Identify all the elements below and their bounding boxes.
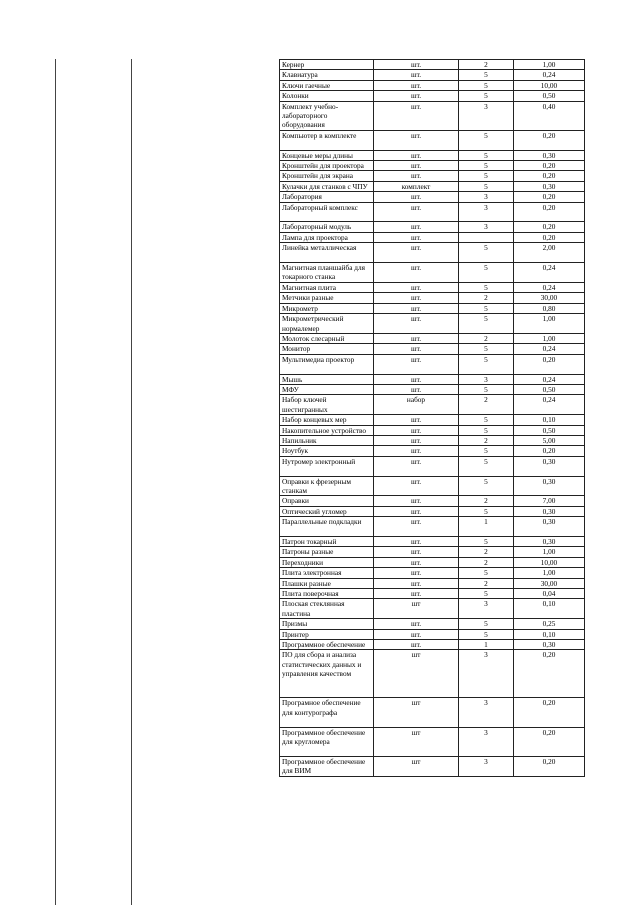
item-name-cell: Лабораторный модуль bbox=[280, 222, 374, 232]
value-cell: 0,80 bbox=[514, 303, 585, 313]
unit-cell: шт. bbox=[374, 374, 459, 384]
unit-cell: шт. bbox=[374, 130, 459, 150]
table-row bbox=[280, 698, 585, 727]
unit-cell: шт. bbox=[374, 314, 459, 334]
quantity-cell: 5 bbox=[459, 506, 514, 516]
quantity-cell: 5 bbox=[459, 415, 514, 425]
quantity-cell: 2 bbox=[459, 557, 514, 567]
unit-cell: шт. bbox=[374, 415, 459, 425]
table-row bbox=[280, 374, 585, 384]
item-name-cell: Мультимедиа проектор bbox=[280, 354, 374, 374]
value-cell: 0,20 bbox=[514, 727, 585, 756]
table-row bbox=[280, 589, 585, 599]
unit-cell: шт. bbox=[374, 446, 459, 456]
unit-cell: шт. bbox=[374, 91, 459, 101]
table-row bbox=[280, 425, 585, 435]
unit-cell: шт. bbox=[374, 547, 459, 557]
item-name-cell: Набор концевых мер bbox=[280, 415, 374, 425]
value-cell: 0,24 bbox=[514, 395, 585, 415]
value-cell: 0,20 bbox=[514, 354, 585, 374]
unit-cell: шт. bbox=[374, 263, 459, 283]
value-cell: 0,24 bbox=[514, 344, 585, 354]
table-row bbox=[280, 650, 585, 698]
unit-cell: шт. bbox=[374, 232, 459, 242]
quantity-cell: 3 bbox=[459, 222, 514, 232]
quantity-cell: 5 bbox=[459, 161, 514, 171]
table-row bbox=[280, 446, 585, 456]
table-row bbox=[280, 568, 585, 578]
unit-cell: шт. bbox=[374, 171, 459, 181]
table-row bbox=[280, 171, 585, 181]
quantity-cell: 3 bbox=[459, 101, 514, 130]
item-name-cell: Микрометрический нормалемер bbox=[280, 314, 374, 334]
value-cell: 0,20 bbox=[514, 232, 585, 242]
item-name-cell: Колонки bbox=[280, 91, 374, 101]
table-row bbox=[280, 314, 585, 334]
quantity-cell: 1 bbox=[459, 517, 514, 537]
unit-cell: шт bbox=[374, 650, 459, 698]
table-row bbox=[280, 80, 585, 90]
table-row bbox=[280, 384, 585, 394]
value-cell: 0,30 bbox=[514, 537, 585, 547]
item-name-cell: Плашки разные bbox=[280, 578, 374, 588]
quantity-cell: 5 bbox=[459, 354, 514, 374]
value-cell: 0,20 bbox=[514, 202, 585, 222]
quantity-cell: 5 bbox=[459, 130, 514, 150]
equipment-table bbox=[279, 59, 585, 777]
quantity-cell: 5 bbox=[459, 314, 514, 334]
value-cell: 1,00 bbox=[514, 60, 585, 70]
quantity-cell: 5 bbox=[459, 150, 514, 160]
value-cell: 0,40 bbox=[514, 101, 585, 130]
quantity-cell: 5 bbox=[459, 425, 514, 435]
quantity-cell: 2 bbox=[459, 60, 514, 70]
quantity-cell: 5 bbox=[459, 619, 514, 629]
item-name-cell: Ключи гаечные bbox=[280, 80, 374, 90]
quantity-cell: 3 bbox=[459, 192, 514, 202]
item-name-cell: Оправки bbox=[280, 496, 374, 506]
value-cell: 10,00 bbox=[514, 80, 585, 90]
table-row bbox=[280, 303, 585, 313]
inner-column-border bbox=[131, 59, 132, 905]
unit-cell: шт. bbox=[374, 202, 459, 222]
unit-cell: шт. bbox=[374, 80, 459, 90]
table-row bbox=[280, 496, 585, 506]
table-row bbox=[280, 60, 585, 70]
equipment-table-body bbox=[280, 60, 585, 777]
table-row bbox=[280, 232, 585, 242]
quantity-cell: 5 bbox=[459, 629, 514, 639]
table-row bbox=[280, 150, 585, 160]
table-row bbox=[280, 727, 585, 756]
left-column-border bbox=[55, 59, 56, 905]
table-row bbox=[280, 202, 585, 222]
table-row bbox=[280, 243, 585, 263]
item-name-cell: ПО для сбора и анализа статистических данных и управления качеством bbox=[280, 650, 374, 698]
item-name-cell: Линейка металлическая bbox=[280, 243, 374, 263]
value-cell: 0,30 bbox=[514, 476, 585, 496]
value-cell: 0,50 bbox=[514, 91, 585, 101]
unit-cell: шт. bbox=[374, 161, 459, 171]
item-name-cell: Программное обеспечение для кругломера bbox=[280, 727, 374, 756]
item-name-cell: Призмы bbox=[280, 619, 374, 629]
item-name-cell: Плита электронная bbox=[280, 568, 374, 578]
value-cell: 0,20 bbox=[514, 171, 585, 181]
quantity-cell: 5 bbox=[459, 303, 514, 313]
item-name-cell: Нутромер электронный bbox=[280, 456, 374, 476]
unit-cell: шт. bbox=[374, 243, 459, 263]
value-cell: 0,30 bbox=[514, 640, 585, 650]
quantity-cell: 3 bbox=[459, 374, 514, 384]
table-row bbox=[280, 130, 585, 150]
item-name-cell: Плоская стеклянная пластина bbox=[280, 599, 374, 619]
unit-cell: шт. bbox=[374, 537, 459, 547]
unit-cell: шт bbox=[374, 756, 459, 776]
unit-cell: шт. bbox=[374, 506, 459, 516]
item-name-cell: Патрон токарный bbox=[280, 537, 374, 547]
quantity-cell bbox=[459, 232, 514, 242]
table-row bbox=[280, 263, 585, 283]
item-name-cell: Монитор bbox=[280, 344, 374, 354]
table-row bbox=[280, 578, 585, 588]
value-cell: 1,00 bbox=[514, 568, 585, 578]
table-row bbox=[280, 395, 585, 415]
unit-cell: шт. bbox=[374, 629, 459, 639]
item-name-cell: Мышь bbox=[280, 374, 374, 384]
item-name-cell: Кронштейн для экрана bbox=[280, 171, 374, 181]
quantity-cell: 2 bbox=[459, 496, 514, 506]
value-cell: 0,30 bbox=[514, 517, 585, 537]
item-name-cell: Плита поверочная bbox=[280, 589, 374, 599]
table-row bbox=[280, 282, 585, 292]
table-row bbox=[280, 222, 585, 232]
table-row bbox=[280, 547, 585, 557]
quantity-cell: 5 bbox=[459, 568, 514, 578]
table-row bbox=[280, 192, 585, 202]
item-name-cell: Патроны разные bbox=[280, 547, 374, 557]
unit-cell: шт. bbox=[374, 456, 459, 476]
unit-cell: шт. bbox=[374, 70, 459, 80]
unit-cell: шт bbox=[374, 698, 459, 727]
table-row bbox=[280, 537, 585, 547]
item-name-cell: Концевые меры длины bbox=[280, 150, 374, 160]
value-cell: 0,24 bbox=[514, 70, 585, 80]
quantity-cell: 3 bbox=[459, 599, 514, 619]
item-name-cell: Магнитная плита bbox=[280, 282, 374, 292]
value-cell: 0,20 bbox=[514, 756, 585, 776]
item-name-cell: Оправки к фрезерным станкам bbox=[280, 476, 374, 496]
quantity-cell: 2 bbox=[459, 333, 514, 343]
quantity-cell: 5 bbox=[459, 446, 514, 456]
unit-cell: шт. bbox=[374, 568, 459, 578]
item-name-cell: Программное обеспечение для ВИМ bbox=[280, 756, 374, 776]
table-row bbox=[280, 640, 585, 650]
value-cell: 5,00 bbox=[514, 435, 585, 445]
quantity-cell: 5 bbox=[459, 456, 514, 476]
table-row bbox=[280, 333, 585, 343]
item-name-cell: Кулачки для станков с ЧПУ bbox=[280, 181, 374, 191]
unit-cell: шт. bbox=[374, 303, 459, 313]
unit-cell: шт bbox=[374, 727, 459, 756]
value-cell: 30,00 bbox=[514, 293, 585, 303]
value-cell: 2,00 bbox=[514, 243, 585, 263]
unit-cell: шт. bbox=[374, 150, 459, 160]
quantity-cell: 3 bbox=[459, 756, 514, 776]
unit-cell: шт. bbox=[374, 435, 459, 445]
value-cell: 0,20 bbox=[514, 192, 585, 202]
item-name-cell: Молоток слесарный bbox=[280, 333, 374, 343]
quantity-cell: 5 bbox=[459, 384, 514, 394]
quantity-cell: 3 bbox=[459, 698, 514, 727]
item-name-cell: Магнитная планшайба для токарного станка bbox=[280, 263, 374, 283]
unit-cell: шт bbox=[374, 599, 459, 619]
unit-cell: шт. bbox=[374, 557, 459, 567]
table-row bbox=[280, 629, 585, 639]
table-row bbox=[280, 354, 585, 374]
value-cell: 0,20 bbox=[514, 130, 585, 150]
value-cell: 1,00 bbox=[514, 314, 585, 334]
value-cell: 7,00 bbox=[514, 496, 585, 506]
item-name-cell: Набор ключей шестигранных bbox=[280, 395, 374, 415]
quantity-cell: 5 bbox=[459, 91, 514, 101]
quantity-cell: 5 bbox=[459, 344, 514, 354]
item-name-cell: МФУ bbox=[280, 384, 374, 394]
quantity-cell: 5 bbox=[459, 70, 514, 80]
item-name-cell: Накопительное устройство bbox=[280, 425, 374, 435]
unit-cell: шт. bbox=[374, 293, 459, 303]
value-cell: 1,00 bbox=[514, 547, 585, 557]
value-cell: 0,30 bbox=[514, 150, 585, 160]
quantity-cell: 5 bbox=[459, 282, 514, 292]
item-name-cell: Лабораторный комплекс bbox=[280, 202, 374, 222]
value-cell: 0,20 bbox=[514, 650, 585, 698]
value-cell: 0,50 bbox=[514, 384, 585, 394]
value-cell: 0,10 bbox=[514, 599, 585, 619]
value-cell: 0,25 bbox=[514, 619, 585, 629]
table-row bbox=[280, 101, 585, 130]
item-name-cell: Переходники bbox=[280, 557, 374, 567]
unit-cell: шт. bbox=[374, 282, 459, 292]
unit-cell: комплект bbox=[374, 181, 459, 191]
value-cell: 0,50 bbox=[514, 425, 585, 435]
table-row bbox=[280, 456, 585, 476]
unit-cell: набор bbox=[374, 395, 459, 415]
quantity-cell: 5 bbox=[459, 171, 514, 181]
value-cell: 0,04 bbox=[514, 589, 585, 599]
unit-cell: шт. bbox=[374, 425, 459, 435]
item-name-cell: Лаборатория bbox=[280, 192, 374, 202]
value-cell: 0,30 bbox=[514, 181, 585, 191]
item-name-cell: Клавиатура bbox=[280, 70, 374, 80]
table-row bbox=[280, 435, 585, 445]
table-row bbox=[280, 344, 585, 354]
value-cell: 0,20 bbox=[514, 698, 585, 727]
item-name-cell: Оптический угломер bbox=[280, 506, 374, 516]
quantity-cell: 5 bbox=[459, 181, 514, 191]
item-name-cell: Параллельные подкладки bbox=[280, 517, 374, 537]
quantity-cell: 3 bbox=[459, 727, 514, 756]
item-name-cell: Кронштейн для проектора bbox=[280, 161, 374, 171]
quantity-cell: 2 bbox=[459, 547, 514, 557]
quantity-cell: 5 bbox=[459, 243, 514, 263]
table-row bbox=[280, 517, 585, 537]
value-cell: 0,24 bbox=[514, 282, 585, 292]
quantity-cell: 5 bbox=[459, 263, 514, 283]
table-row bbox=[280, 70, 585, 80]
quantity-cell: 2 bbox=[459, 395, 514, 415]
item-name-cell: Програмное обеспечение для контурографа bbox=[280, 698, 374, 727]
unit-cell: шт. bbox=[374, 60, 459, 70]
quantity-cell: 3 bbox=[459, 202, 514, 222]
quantity-cell: 5 bbox=[459, 589, 514, 599]
unit-cell: шт. bbox=[374, 354, 459, 374]
table-row bbox=[280, 599, 585, 619]
unit-cell: шт. bbox=[374, 192, 459, 202]
quantity-cell: 2 bbox=[459, 293, 514, 303]
unit-cell: шт. bbox=[374, 578, 459, 588]
unit-cell: шт. bbox=[374, 101, 459, 130]
unit-cell: шт. bbox=[374, 333, 459, 343]
value-cell: 30,00 bbox=[514, 578, 585, 588]
table-row bbox=[280, 619, 585, 629]
table-row bbox=[280, 91, 585, 101]
unit-cell: шт. bbox=[374, 344, 459, 354]
unit-cell: шт. bbox=[374, 496, 459, 506]
unit-cell: шт. bbox=[374, 589, 459, 599]
table-row bbox=[280, 557, 585, 567]
value-cell: 0,20 bbox=[514, 161, 585, 171]
item-name-cell: Комплект учебно-лабораторного оборудования bbox=[280, 101, 374, 130]
value-cell: 0,30 bbox=[514, 506, 585, 516]
value-cell: 1,00 bbox=[514, 333, 585, 343]
value-cell: 0,10 bbox=[514, 629, 585, 639]
quantity-cell: 1 bbox=[459, 640, 514, 650]
value-cell: 0,30 bbox=[514, 456, 585, 476]
item-name-cell: Лампа для проектора bbox=[280, 232, 374, 242]
quantity-cell: 5 bbox=[459, 80, 514, 90]
unit-cell: шт. bbox=[374, 640, 459, 650]
quantity-cell: 2 bbox=[459, 578, 514, 588]
item-name-cell: Микрометр bbox=[280, 303, 374, 313]
value-cell: 0,20 bbox=[514, 222, 585, 232]
item-name-cell: Программное обеспечение bbox=[280, 640, 374, 650]
item-name-cell: Принтер bbox=[280, 629, 374, 639]
quantity-cell: 2 bbox=[459, 435, 514, 445]
item-name-cell: Ноутбук bbox=[280, 446, 374, 456]
item-name-cell: Напильник bbox=[280, 435, 374, 445]
table-row bbox=[280, 181, 585, 191]
value-cell: 0,24 bbox=[514, 263, 585, 283]
table-row bbox=[280, 756, 585, 776]
value-cell: 0,20 bbox=[514, 446, 585, 456]
table-row bbox=[280, 476, 585, 496]
quantity-cell: 5 bbox=[459, 476, 514, 496]
item-name-cell: Компьютер в комплекте bbox=[280, 130, 374, 150]
table-row bbox=[280, 161, 585, 171]
quantity-cell: 5 bbox=[459, 537, 514, 547]
value-cell: 0,10 bbox=[514, 415, 585, 425]
table-row bbox=[280, 506, 585, 516]
item-name-cell: Кернер bbox=[280, 60, 374, 70]
unit-cell: шт. bbox=[374, 476, 459, 496]
item-name-cell: Метчики разные bbox=[280, 293, 374, 303]
value-cell: 0,24 bbox=[514, 374, 585, 384]
unit-cell: шт. bbox=[374, 517, 459, 537]
unit-cell: шт. bbox=[374, 619, 459, 629]
quantity-cell: 3 bbox=[459, 650, 514, 698]
table-row bbox=[280, 415, 585, 425]
table-row bbox=[280, 293, 585, 303]
value-cell: 10,00 bbox=[514, 557, 585, 567]
unit-cell: шт. bbox=[374, 384, 459, 394]
unit-cell: шт. bbox=[374, 222, 459, 232]
